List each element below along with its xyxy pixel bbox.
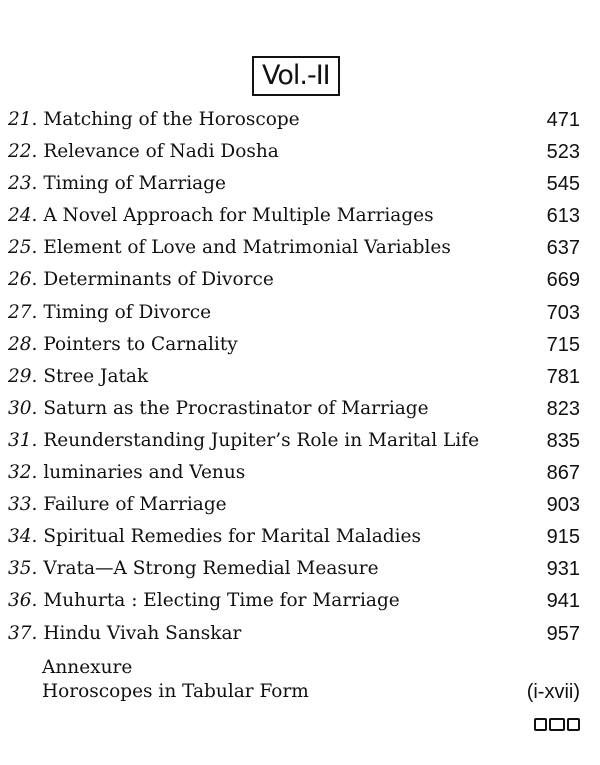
toc-row xyxy=(8,138,580,170)
chapter-title: Spiritual Remedies for Marital Maladies xyxy=(43,526,421,548)
chapter-title-cell xyxy=(8,427,479,459)
chapter-title: Element of Love and Matrimonial Variables xyxy=(43,237,451,259)
chapter-title-cell xyxy=(8,138,279,170)
chapter-number: 31. xyxy=(8,429,38,451)
chapter-title: Timing of Divorce xyxy=(43,301,212,323)
chapter-number: 34. xyxy=(8,526,38,548)
chapter-page: 637 xyxy=(546,237,580,260)
chapter-title: Failure of Marriage xyxy=(43,494,227,516)
toc-row xyxy=(8,427,580,459)
annexure-title: Horoscopes in Tabular Form xyxy=(42,681,309,702)
toc-row xyxy=(8,299,580,331)
toc-row xyxy=(8,459,580,491)
chapter-title-cell xyxy=(8,459,245,491)
chapter-title: luminaries and Venus xyxy=(43,462,246,484)
chapter-title: Pointers to Carnality xyxy=(43,333,238,355)
toc-row xyxy=(8,620,580,652)
chapter-number: 23. xyxy=(8,173,38,195)
chapter-title: Timing of Marriage xyxy=(43,173,226,195)
chapter-number: 35. xyxy=(8,558,38,580)
chapter-title: Muhurta : Electing Time for Marriage xyxy=(43,590,400,612)
chapter-title: Reunderstanding Jupiter’s Role in Marital Life xyxy=(43,429,480,451)
chapter-title-cell xyxy=(8,363,148,395)
end-mark-icon xyxy=(534,718,580,731)
chapter-title-cell xyxy=(8,106,300,138)
chapter-number: 25. xyxy=(8,237,38,259)
chapter-title-cell xyxy=(8,620,241,652)
chapter-number: 37. xyxy=(8,622,38,644)
chapter-number: 29. xyxy=(8,365,38,387)
chapter-page: 613 xyxy=(546,205,580,228)
chapter-page: 715 xyxy=(546,333,580,356)
toc-row xyxy=(8,523,580,555)
chapter-page: 835 xyxy=(546,429,580,452)
toc-row xyxy=(8,331,580,363)
chapter-title: Saturn as the Procrastinator of Marriage xyxy=(43,397,429,419)
chapter-page: 703 xyxy=(546,301,580,324)
chapter-title: A Novel Approach for Multiple Marriages xyxy=(43,205,434,227)
annexure-page: (i-xvii) xyxy=(526,681,580,703)
chapter-page: 941 xyxy=(546,590,580,613)
toc-row xyxy=(8,202,580,234)
toc-row xyxy=(8,555,580,587)
chapter-page: 545 xyxy=(546,173,580,196)
chapter-title: Determinants of Divorce xyxy=(43,269,274,291)
chapter-number: 27. xyxy=(8,301,38,323)
chapter-title: Matching of the Horoscope xyxy=(43,109,300,130)
chapter-number: 22. xyxy=(8,141,38,163)
chapter-title-cell xyxy=(8,555,379,587)
table-of-contents xyxy=(8,106,580,652)
annexure-label: Annexure xyxy=(42,657,133,678)
chapter-title-cell xyxy=(8,202,434,234)
chapter-title-cell xyxy=(8,266,274,298)
toc-row xyxy=(8,106,580,138)
chapter-page: 957 xyxy=(546,622,580,645)
toc-row xyxy=(8,491,580,523)
chapter-page: 915 xyxy=(546,526,580,549)
chapter-title-cell xyxy=(8,395,429,427)
chapter-page: 903 xyxy=(546,494,580,517)
chapter-title: Stree Jatak xyxy=(43,365,149,387)
toc-row xyxy=(8,170,580,202)
chapter-title: Hindu Vivah Sanskar xyxy=(43,622,242,644)
chapter-number: 32. xyxy=(8,462,38,484)
chapter-title-cell xyxy=(8,299,211,331)
chapter-number: 24. xyxy=(8,205,38,227)
chapter-title-cell xyxy=(8,170,226,202)
chapter-title-cell xyxy=(8,523,421,555)
chapter-page: 867 xyxy=(546,462,580,485)
chapter-number: 33. xyxy=(8,494,38,516)
chapter-page: 823 xyxy=(546,397,580,420)
chapter-title-cell xyxy=(8,234,451,266)
volume-heading: Vol.-II xyxy=(252,56,340,96)
chapter-page: 471 xyxy=(546,109,580,131)
chapter-title-cell xyxy=(8,491,227,523)
chapter-page: 669 xyxy=(546,269,580,292)
toc-row xyxy=(8,587,580,619)
chapter-number: 30. xyxy=(8,397,38,419)
chapter-page: 931 xyxy=(546,558,580,581)
chapter-number: 28. xyxy=(8,333,38,355)
chapter-page: 523 xyxy=(546,141,580,164)
chapter-title: Vrata—A Strong Remedial Measure xyxy=(43,558,379,580)
chapter-number: 21. xyxy=(8,109,38,130)
chapter-page: 781 xyxy=(546,365,580,388)
chapter-number: 36. xyxy=(8,590,38,612)
chapter-title-cell xyxy=(8,331,238,363)
chapter-title-cell xyxy=(8,587,400,619)
toc-row xyxy=(8,395,580,427)
chapter-title: Relevance of Nadi Dosha xyxy=(43,141,279,163)
chapter-number: 26. xyxy=(8,269,38,291)
toc-row xyxy=(8,234,580,266)
annexure-entry xyxy=(42,656,580,704)
toc-row xyxy=(8,266,580,298)
toc-row xyxy=(8,363,580,395)
